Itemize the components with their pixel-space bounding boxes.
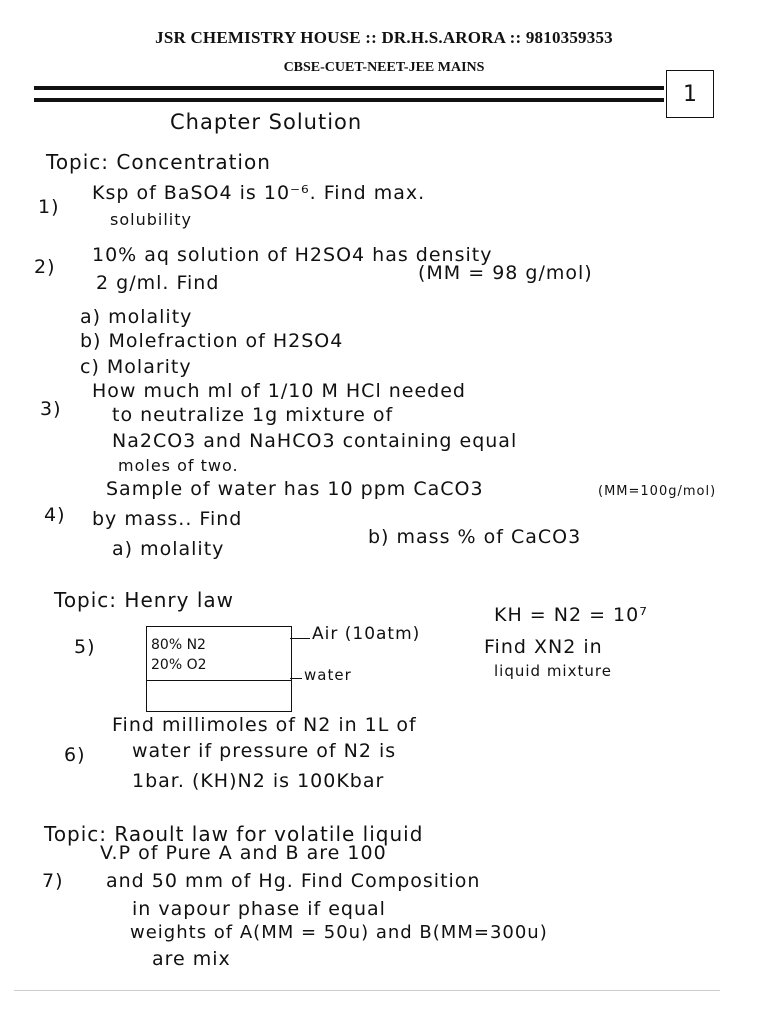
- q6-number: 6): [64, 744, 86, 766]
- find-liquid-mixture: liquid mixture: [494, 662, 612, 680]
- henry-constant: KH = N2 = 10⁷: [494, 604, 648, 626]
- q6-text-line1: Find millimoles of N2 in 1L of: [112, 714, 417, 736]
- q3-text-line1: How much ml of 1/10 M HCl needed: [92, 380, 466, 402]
- header-rule-bottom: [34, 98, 664, 102]
- page-bottom-line: [14, 990, 720, 991]
- q3-number: 3): [40, 398, 62, 420]
- q4-molar-mass: (MM=100g/mol): [598, 484, 717, 499]
- q2-molar-mass: (MM = 98 g/mol): [418, 262, 593, 284]
- q2-part-c: c) Molarity: [80, 356, 192, 378]
- header-title: JSR CHEMISTRY HOUSE :: DR.H.S.ARORA :: 9810359353: [155, 28, 613, 47]
- topic-concentration: Topic: Concentration: [46, 150, 271, 174]
- q5-number: 5): [74, 636, 96, 658]
- topic-henry-law: Topic: Henry law: [54, 588, 235, 612]
- page-number: 1: [683, 81, 697, 107]
- q7-text-line1: V.P of Pure A and B are 100: [100, 842, 387, 864]
- q3-text-line3: Na2CO3 and NaHCO3 containing equal: [112, 430, 518, 452]
- q7-text-line5: are mix: [152, 948, 231, 970]
- header-subtitle: CBSE-CUET-NEET-JEE MAINS: [283, 60, 485, 75]
- q7-text-line3: in vapour phase if equal: [132, 898, 386, 920]
- q3-text-line2: to neutralize 1g mixture of: [112, 404, 394, 426]
- q1-text-line1: Ksp of BaSO4 is 10⁻⁶. Find max.: [92, 182, 426, 204]
- q4-number: 4): [44, 504, 66, 526]
- liquid-surface: [147, 680, 291, 681]
- q4-text-line1: Sample of water has 10 ppm CaCO3: [106, 478, 484, 500]
- q2-text-line1: 10% aq solution of H2SO4 has density: [92, 244, 493, 266]
- q4-text-line2: by mass.. Find: [92, 508, 243, 530]
- page-number-box: [666, 70, 714, 118]
- water-leader: [290, 678, 302, 679]
- air-leader: [290, 638, 310, 639]
- q1-text-line2: solubility: [110, 210, 192, 229]
- box-n2-label: 80% N2: [151, 637, 206, 653]
- q7-text-line4: weights of A(MM = 50u) and B(MM=300u): [130, 922, 548, 943]
- topic-raoult-law: Topic: Raoult law for volatile liquid: [44, 822, 424, 846]
- q1-number: 1): [38, 196, 60, 218]
- find-xn2: Find XN2 in: [484, 636, 603, 658]
- chapter-title: Chapter Solution: [170, 110, 363, 134]
- box-o2-label: 20% O2: [151, 657, 207, 673]
- header-rule-top: [34, 86, 664, 90]
- q2-part-b: b) Molefraction of H2SO4: [80, 330, 344, 352]
- q2-number: 2): [34, 256, 56, 278]
- q4-part-b: b) mass % of CaCO3: [368, 526, 582, 548]
- q4-part-a: a) molality: [112, 538, 225, 560]
- q7-text-line2: and 50 mm of Hg. Find Composition: [106, 870, 481, 892]
- q2-part-a: a) molality: [80, 306, 193, 328]
- q6-text-line3: 1bar. (KH)N2 is 100Kbar: [132, 770, 385, 792]
- q2-text-line2: 2 g/ml. Find: [96, 272, 220, 294]
- q3-text-line4: moles of two.: [118, 456, 239, 475]
- vessel-diagram: [146, 626, 292, 712]
- water-label: water: [304, 666, 352, 684]
- q6-text-line2: water if pressure of N2 is: [132, 740, 397, 762]
- q7-number: 7): [42, 870, 64, 892]
- air-label: Air (10atm): [312, 624, 421, 644]
